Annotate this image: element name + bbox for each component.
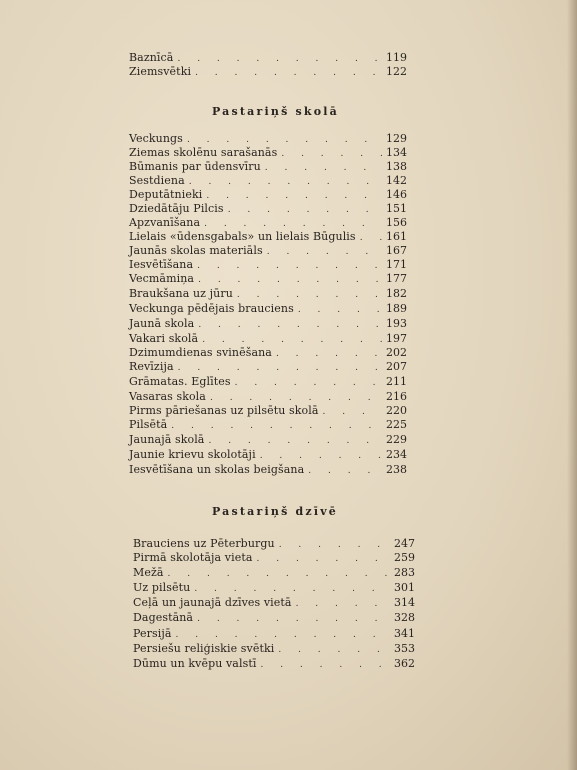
leader-dots xyxy=(278,643,390,657)
toc-entry xyxy=(129,146,407,160)
toc-entry-title: Ziemsvētki xyxy=(129,65,192,78)
toc-entry xyxy=(129,302,407,316)
leader-dots xyxy=(296,597,390,611)
toc-entry-page: 119 xyxy=(386,51,407,64)
toc-entry xyxy=(129,360,407,374)
toc-entry-title: Ziemas skolēnu sarašanās xyxy=(129,146,278,159)
toc-entry-page: 216 xyxy=(386,390,407,403)
toc-entry xyxy=(129,216,407,230)
toc-entry-page: 138 xyxy=(386,160,407,173)
toc-entry-page: 220 xyxy=(386,404,407,417)
toc-entry-page: 134 xyxy=(386,146,407,159)
toc-entry-title: Jaunās skolas materiāls xyxy=(129,244,263,257)
toc-entry-page: 197 xyxy=(386,332,407,345)
toc-entry-title: Dzimumdienas svinēšana xyxy=(129,346,272,359)
leader-dots xyxy=(260,449,382,463)
toc-entry-title: Iesvētīšana xyxy=(129,258,194,271)
page-edge-shadow xyxy=(567,0,577,770)
toc-entry-page: 171 xyxy=(386,258,407,271)
leader-dots xyxy=(206,189,382,203)
toc-entry-title: Sestdiena xyxy=(129,174,185,187)
leader-dots xyxy=(237,288,382,302)
toc-entry-title: Persiešu reliģiskie svētki xyxy=(133,642,275,655)
toc-entry xyxy=(133,537,415,551)
leader-dots xyxy=(228,203,382,217)
toc-entry xyxy=(129,258,407,272)
toc-entry xyxy=(133,551,415,565)
toc-entry-title: Revīzija xyxy=(129,360,174,373)
toc-entry xyxy=(129,51,407,65)
toc-entry-page: 182 xyxy=(386,287,407,300)
toc-entry-page: 129 xyxy=(386,132,407,145)
leader-dots xyxy=(198,318,382,332)
toc-entry-page: 238 xyxy=(386,463,407,476)
toc-entry-title: Apzvanīšana xyxy=(129,216,201,229)
toc-entry xyxy=(129,160,407,174)
toc-entry-title: Mežā xyxy=(133,566,164,579)
toc-entry-title: Dziedātāju Pilcis xyxy=(129,202,224,215)
toc-entry-page: 146 xyxy=(386,188,407,201)
toc-entry-page: 328 xyxy=(394,611,415,624)
toc-entry xyxy=(129,332,407,346)
leader-dots xyxy=(202,333,382,347)
leader-dots xyxy=(260,658,390,672)
toc-entry-page: 314 xyxy=(394,596,415,609)
leader-dots xyxy=(197,259,382,273)
toc-entry-page: 301 xyxy=(394,581,415,594)
toc-entry xyxy=(133,657,415,671)
toc-entry xyxy=(129,174,407,188)
leader-dots xyxy=(276,347,382,361)
toc-entry xyxy=(129,448,407,462)
toc-entry-title: Vakari skolā xyxy=(129,332,199,345)
toc-entry xyxy=(129,132,407,146)
toc-entry-page: 161 xyxy=(386,230,407,243)
toc-entry-title: Baznīcā xyxy=(129,51,174,64)
toc-entry xyxy=(129,65,407,79)
toc-entry-title: Jaunā skola xyxy=(129,317,195,330)
section-heading: Pastariņš dzīvē xyxy=(212,505,339,518)
toc-entry-title: Braukšana uz jūru xyxy=(129,287,233,300)
toc-entry-page: 189 xyxy=(386,302,407,315)
toc-entry xyxy=(129,244,407,258)
leader-dots xyxy=(168,567,390,581)
toc-entry-title: Iesvētīšana un skolas beigšana xyxy=(129,463,305,476)
toc-entry xyxy=(129,463,407,477)
toc-entry xyxy=(133,627,415,641)
leader-dots xyxy=(210,391,382,405)
leader-dots xyxy=(308,464,382,478)
toc-entry xyxy=(129,433,407,447)
toc-entry-page: 202 xyxy=(386,346,407,359)
toc-entry-title: Dūmu un kvēpu valstī xyxy=(133,657,257,670)
toc-entry-page: 142 xyxy=(386,174,407,187)
leader-dots xyxy=(197,612,390,626)
leader-dots xyxy=(176,628,390,642)
leader-dots xyxy=(177,52,382,66)
toc-entry-title: Deputātnieki xyxy=(129,188,203,201)
leader-dots xyxy=(189,175,382,189)
toc-entry-title: Brauciens uz Pēterburgu xyxy=(133,537,275,550)
toc-entry-page: 234 xyxy=(386,448,407,461)
toc-entry-page: 362 xyxy=(394,657,415,670)
leader-dots xyxy=(194,582,390,596)
toc-entry-page: 247 xyxy=(394,537,415,550)
leader-dots xyxy=(281,147,382,161)
section-heading: Pastariņš skolā xyxy=(212,105,339,118)
toc-entry-page: 211 xyxy=(386,375,407,388)
toc-entry xyxy=(133,611,415,625)
toc-entry-title: Grāmatas. Eglītes xyxy=(129,375,231,388)
toc-entry-page: 353 xyxy=(394,642,415,655)
leader-dots xyxy=(208,434,382,448)
leader-dots xyxy=(195,66,382,80)
toc-entry-page: 229 xyxy=(386,433,407,446)
toc-entry-title: Pilsētā xyxy=(129,418,168,431)
leader-dots xyxy=(198,273,382,287)
toc-entry-title: Jaunajā skolā xyxy=(129,433,205,446)
toc-entry xyxy=(129,287,407,301)
toc-entry xyxy=(133,581,415,595)
toc-entry xyxy=(129,404,407,418)
leader-dots xyxy=(187,133,382,147)
toc-entry xyxy=(129,418,407,432)
toc-entry-page: 225 xyxy=(386,418,407,431)
toc-entry-page: 167 xyxy=(386,244,407,257)
toc-entry-title: Ceļā un jaunajā dzīves vietā xyxy=(133,596,292,609)
leader-dots xyxy=(267,245,382,259)
toc-entry xyxy=(129,272,407,286)
toc-entry xyxy=(129,202,407,216)
toc-entry xyxy=(129,230,407,244)
leader-dots xyxy=(298,303,382,317)
toc-entry-title: Vecmāmiņa xyxy=(129,272,195,285)
toc-entry-title: Būmanis par ūdensvīru xyxy=(129,160,261,173)
leader-dots xyxy=(171,419,382,433)
toc-entry-title: Uz pilsētu xyxy=(133,581,191,594)
leader-dots xyxy=(323,405,382,419)
toc-entry-page: 122 xyxy=(386,65,407,78)
leader-dots xyxy=(279,538,390,552)
toc-entry xyxy=(129,317,407,331)
toc-entry-title: Pirmā skolotāja vieta xyxy=(133,551,253,564)
toc-entry xyxy=(133,566,415,580)
leader-dots xyxy=(235,376,382,390)
toc-entry-page: 193 xyxy=(386,317,407,330)
leader-dots xyxy=(265,161,382,175)
toc-entry xyxy=(133,642,415,656)
leader-dots xyxy=(360,231,382,245)
toc-entry xyxy=(129,390,407,404)
toc-entry-title: Jaunie krievu skolotāji xyxy=(129,448,256,461)
toc-entry xyxy=(133,596,415,610)
toc-entry-title: Vasaras skola xyxy=(129,390,206,403)
toc-entry xyxy=(129,346,407,360)
toc-entry-page: 177 xyxy=(386,272,407,285)
toc-entry-title: Pirms pāriešanas uz pilsētu skolā xyxy=(129,404,319,417)
toc-entry-title: Lielais «ūdensgabals» un lielais Būgulis xyxy=(129,230,356,243)
toc-entry xyxy=(129,375,407,389)
toc-entry-title: Veckungs xyxy=(129,132,183,145)
toc-entry-page: 283 xyxy=(394,566,415,579)
toc-entry-page: 341 xyxy=(394,627,415,640)
toc-entry-page: 207 xyxy=(386,360,407,373)
toc-entry-title: Persijā xyxy=(133,627,172,640)
leader-dots xyxy=(204,217,382,231)
leader-dots xyxy=(178,361,382,375)
toc-entry xyxy=(129,188,407,202)
toc-entry-page: 156 xyxy=(386,216,407,229)
leader-dots xyxy=(257,552,390,566)
toc-entry-title: Veckunga pēdējais brauciens xyxy=(129,302,294,315)
toc-entry-title: Dagestānā xyxy=(133,611,194,624)
toc-entry-page: 151 xyxy=(386,202,407,215)
toc-entry-page: 259 xyxy=(394,551,415,564)
